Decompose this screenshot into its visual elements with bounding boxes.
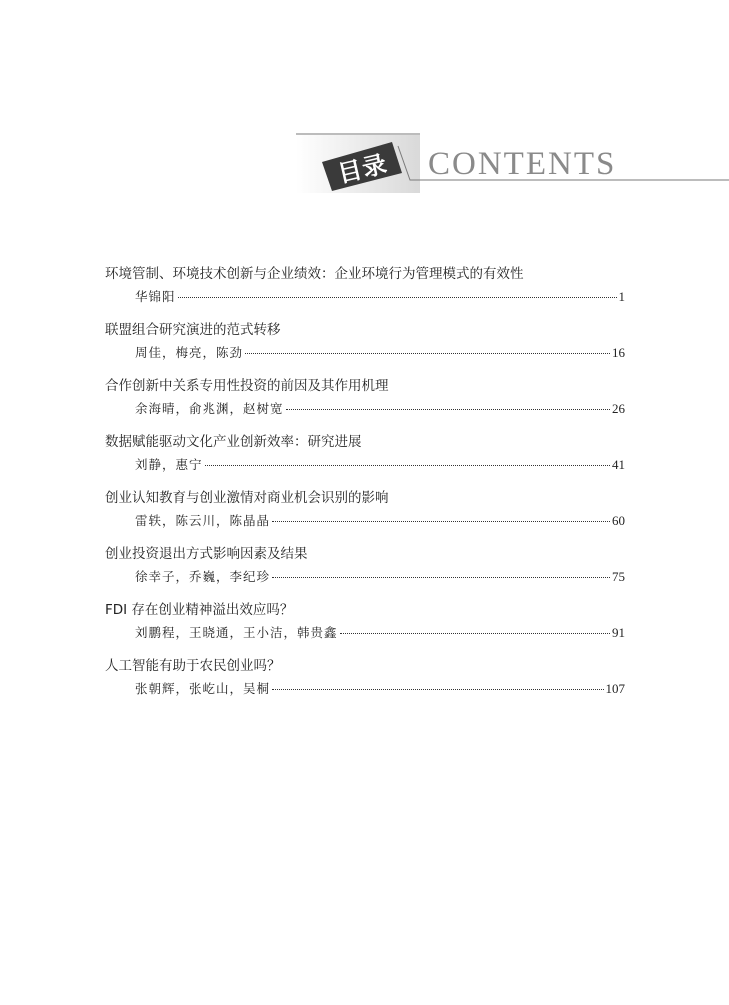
toc-entry-authors: 徐幸子，乔巍，李纪珍	[135, 569, 271, 584]
toc-entry-line	[135, 343, 625, 361]
table-of-contents	[105, 262, 625, 710]
dot-leader	[205, 465, 610, 466]
toc-entry-page: 1	[618, 289, 625, 304]
toc-entry-title: FDI 存在创业精神溢出效应吗？	[105, 602, 294, 618]
toc-entry-line	[135, 679, 625, 697]
toc-entry-authors: 刘静，惠宁	[135, 457, 203, 472]
dot-leader	[272, 577, 610, 578]
toc-entry-authors: 刘鹏程，王晓通，王小洁，韩贵鑫	[135, 625, 338, 640]
toc-entry-title: 数据赋能驱动文化产业创新效率：研究进展	[105, 434, 362, 450]
toc-entry[interactable]	[105, 318, 625, 374]
contents-title-zh: 目录	[335, 149, 391, 188]
dot-leader	[245, 353, 610, 354]
toc-entry-title: 创业认知教育与创业激情对商业机会识别的影响	[105, 490, 389, 506]
toc-entry-page: 26	[612, 401, 625, 416]
toc-entry-title: 创业投资退出方式影响因素及结果	[105, 546, 308, 562]
toc-entry-title: 环境管制、环境技术创新与企业绩效：企业环境行为管理模式的有效性	[105, 266, 524, 282]
toc-entry-line	[135, 399, 625, 417]
contents-title-en: CONTENTS	[428, 146, 617, 182]
toc-entry-line	[135, 623, 625, 641]
toc-entry-page: 75	[612, 569, 625, 584]
toc-entry-authors: 张朝辉，张屹山，吴桐	[135, 681, 271, 696]
toc-entry-title: 联盟组合研究演进的范式转移	[105, 322, 281, 338]
dot-leader	[272, 521, 610, 522]
dot-leader	[340, 633, 610, 634]
toc-entry-line	[135, 511, 625, 529]
dot-leader	[272, 689, 603, 690]
toc-entry-authors: 余海晴，俞兆渊，赵树宽	[135, 401, 284, 416]
toc-entry[interactable]	[105, 654, 625, 710]
toc-entry-line	[135, 455, 625, 473]
toc-entry-authors: 华锦阳	[135, 289, 176, 304]
toc-entry[interactable]	[105, 430, 625, 486]
toc-entry-line	[135, 287, 625, 305]
toc-entry[interactable]	[105, 598, 625, 654]
toc-entry[interactable]	[105, 374, 625, 430]
toc-entry-page: 41	[612, 457, 625, 472]
header-decoration	[0, 0, 729, 230]
toc-entry-authors: 周佳，梅亮，陈劲	[135, 345, 244, 360]
toc-entry-page: 91	[612, 625, 625, 640]
dot-leader	[178, 297, 617, 298]
toc-entry-page: 107	[605, 681, 625, 696]
dot-leader	[286, 409, 610, 410]
contents-header	[0, 0, 729, 230]
toc-entry[interactable]	[105, 262, 625, 318]
toc-entry-authors: 雷轶，陈云川，陈晶晶	[135, 513, 271, 528]
toc-entry-line	[135, 567, 625, 585]
toc-entry-page: 60	[612, 513, 625, 528]
toc-entry-page: 16	[612, 345, 625, 360]
toc-entry[interactable]	[105, 542, 625, 598]
toc-entry-title: 人工智能有助于农民创业吗？	[105, 658, 281, 674]
toc-entry[interactable]	[105, 486, 625, 542]
toc-entry-title: 合作创新中关系专用性投资的前因及其作用机理	[105, 378, 389, 394]
